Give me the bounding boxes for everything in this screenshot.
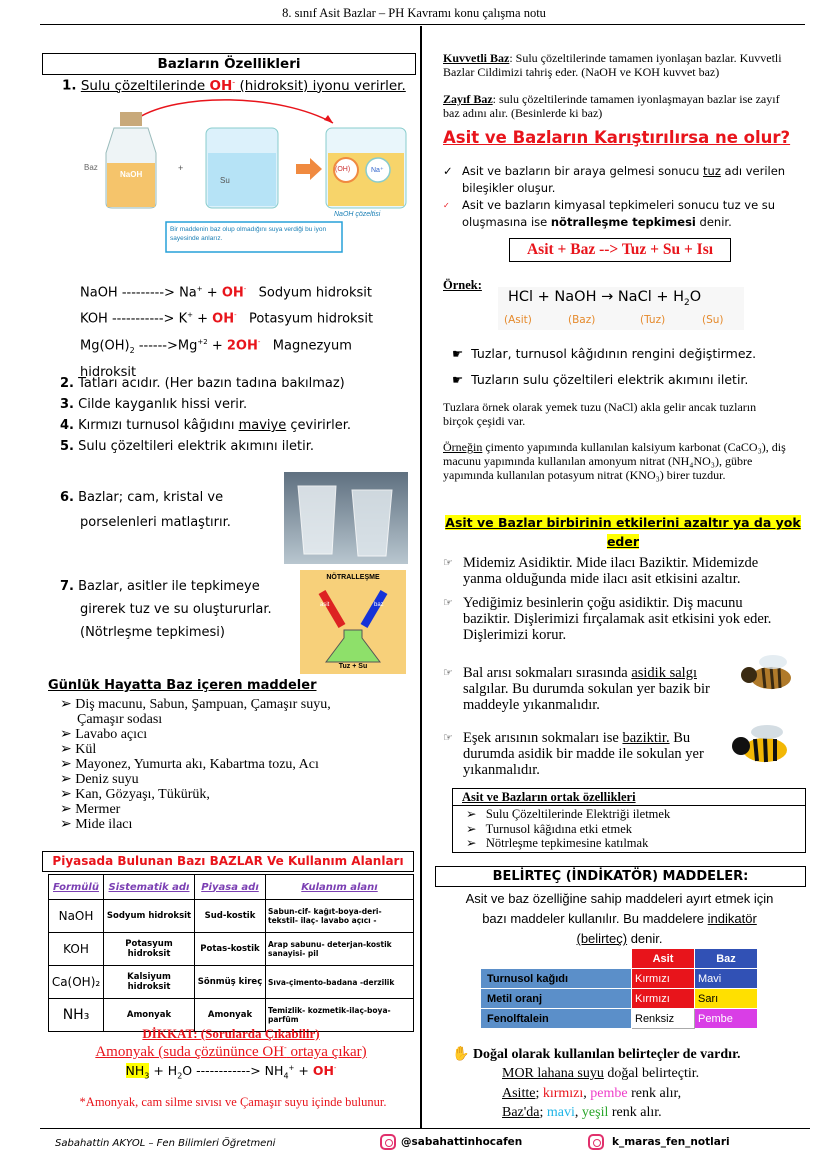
property-7: 7. Bazlar, asitler ile tepkimeye girerek tuz ve su oluştururlar. (Nötrleşme tepkimesi) [60, 579, 272, 640]
common-title: Asit ve Bazların ortak özellikleri [462, 790, 636, 804]
hand-icon: ✋ [452, 1047, 470, 1062]
instagram-icon [380, 1134, 396, 1150]
property-6: 6. Bazlar; cam, kristal ve porselenleri matlaştırır. [60, 490, 231, 530]
strong-base-def: Kuvvetli Baz: Sulu çözeltilerinde tamamen iyonlaşan bazlar. Kuvvetli Bazlar Cildimizi tahriş eder. (NaOH ve KOH kuvvet baz) [443, 51, 782, 79]
table-row: Turnusol kağıdı Kırmızı Mavi [481, 969, 758, 989]
natural-indicators-title: ✋ Doğal olarak kullanılan belirteçler de vardır. [452, 1047, 741, 1062]
indicator-text: Asit ve baz özelliğine sahip maddeleri ayırt etmek için bazı maddeler kullanılır. Bu maddelere indikatör (belirteç) denir. [465, 891, 774, 946]
indicator-title: BELİRTEÇ (İNDİKATÖR) MADDELER: [435, 866, 806, 887]
table-row: NaOH Sodyum hidroksit Sud-kostik Sabun-cif- kağıt-boya-deri-tekstil- ilaç- lavabo açıcı - [49, 900, 414, 933]
property-1: 1. Sulu çözeltilerinde OH- (hidroksit) iyonu verirler. [62, 77, 406, 94]
salt-example: Tuzlara örnek olarak yemek tuzu (NaCl) akla gelir ancak tuzların birçok çeşidi var. [443, 400, 757, 428]
indicator-table [480, 948, 758, 1029]
section-title-bazlar: Bazların Özellikleri [42, 53, 416, 75]
daily-list [60, 697, 415, 832]
reaction-box: Asit + Baz --> Tuz + Su + Isı [509, 238, 731, 262]
list-item: ☞ Midemiz Asidiktir. Mide ilacı Baziktir. Midemizde yanma olduğunda mide ilacı asit etkisini azaltır. [443, 555, 759, 587]
ion-equations: NaOH ---------> Na+ + OH- Sodyum hidroksit KOH -----------> K+ + OH- Potasyum hidroksit $Mg(OH)_2$ $------>Mg^{+2} + 2OH^-$ Magnezyum hidroksit [80, 278, 373, 384]
equation-naoh: NaOH ---------> Na+ + OH- Sodyum hidroksit [80, 285, 372, 301]
ornek-label: Örnek: [443, 278, 482, 292]
market-title: Piyasada Bulunan Bazı BAZLAR Ve Kullanım Alanları [42, 851, 414, 872]
page-header: 8. sınıf Asit Bazlar – PH Kavramı konu çalışma notu [282, 6, 546, 20]
list-item: ✓ Asit ve bazların kimyasal tepkimeleri sonucu tuz ve su oluşmasına ise nötralleşme tepkimesi denir. [443, 198, 776, 229]
salt-examples-detail: Örneğin çimento yapımında kullanılan kalsiyum karbonat (CaCO₃), diş macunu yapımında kullanılan amonyum nitrat (NH₄NO₃), gübre yapımında kullanılan potasyum nitrat (KNO₃) birer tuzdur. [443, 440, 786, 482]
mix-title: Asit ve Bazların Karıştırılırsa ne olur? [443, 128, 791, 147]
mix-list [443, 163, 793, 231]
table-header: Piyasa adı [195, 875, 266, 900]
list-item: ☞ Yediğimiz besinlerin çoğu asidiktir. Diş macunu baziktir. Dişlerimizi fırçalamak asit etkisini yok eder. Dişlerimizi korur. [443, 595, 772, 643]
natural-indicators: MOR lahana suyu doğal belirteçtir. Asitte; kırmızı, pembe renk alır, Baz'da; mavi, yeşil renk alır. [502, 1066, 700, 1120]
wasp-icon [727, 718, 795, 770]
table-header: Sistematik adı [104, 875, 195, 900]
effects-title: Asit ve Bazlar birbirinin etkilerini azaltır ya da yok eder [445, 515, 801, 549]
properties-list [60, 373, 351, 457]
pointing-hand-icon: ☞ [443, 667, 453, 679]
table-row: KOH Potasyum hidroksit Potas-kostik Arap sabunu- deterjan-kostik sanayisi- pil [49, 933, 414, 966]
table-header: Asit [632, 949, 695, 969]
salt-facts [452, 341, 756, 393]
list-item: ☛ Tuzların sulu çözeltileri elektrik akımını iletir. [452, 372, 749, 387]
dikkat-note: DİKKAT: (Sorularda Çıkabilir) [142, 1026, 320, 1041]
property-2: 2. Tatları acıdır. (Her bazın tadına bakılmaz) [60, 376, 345, 391]
list-item: ➢ Nötrleşme tepkimesine katılmak [466, 836, 649, 850]
instagram-handle-1[interactable]: @sabahattinhocafen [401, 1136, 523, 1148]
header-divider [40, 24, 805, 25]
pointing-hand-icon: ☛ [452, 372, 464, 387]
table-header: Baz [695, 949, 758, 969]
pointing-hand-icon: ☞ [443, 732, 453, 744]
equation-mgoh2: $Mg(OH)_2$ $------>Mg^{+2} + 2OH^-$ Magnezyum [80, 337, 352, 355]
list-item: ➢ Turnusol kâğıdına etki etmek [466, 821, 633, 836]
property-4: 4. Kırmızı turnusol kâğıdını maviye çevirirler. [60, 418, 352, 433]
amonyak-line: Amonyak (suda çözününce OH- ortaya çıkar) [95, 1043, 367, 1060]
list-item: Çamaşır sodası [77, 712, 163, 727]
table-row [481, 949, 758, 969]
footer-line [40, 1128, 810, 1129]
list-item: ➢ Mide ilacı [60, 817, 133, 832]
list-item: ➢ Kan, Gözyaşı, Tükürük, [60, 787, 210, 802]
list-item: ➢ Diş macunu, Sabun, Şampuan, Çamaşır suyu, [60, 697, 331, 712]
instagram-icon [588, 1134, 604, 1150]
ammonia-equation: $NH_3 + H_2O$ ------------> $NH_4^+ + OH^-$ [125, 1063, 337, 1081]
table-row: Fenolftalein Renksiz Pembe [481, 1009, 758, 1029]
pointing-hand-icon: ☞ [443, 597, 453, 609]
footer-author: Sabahattin AKYOL – Fen Bilimleri Öğretmeni [55, 1138, 276, 1149]
instagram-handle-2[interactable]: k_maras_fen_notlari [612, 1136, 730, 1148]
list-item: ➢ Mermer [60, 802, 121, 817]
property-5: 5. Sulu çözeltileri elektrik akımını iletir. [60, 439, 314, 454]
naoh-dissolution-figure: Baz NaOH + Su (OH) Na⁺ NaOH çözeltisi Bir maddenin baz olup olmadığını suya verdiği bu iyon sayesinde anlarız. [78, 98, 408, 258]
common-list [466, 807, 670, 851]
glass-photo [284, 472, 408, 564]
table-row: Ca(OH)₂ Kalsiyum hidroksit Sönmüş kireç Sıva-çimento-badana -derzilik [49, 966, 414, 999]
neutralization-figure: NÖTRALLEŞME asit baz Tuz + Su [300, 570, 406, 674]
list-item: ✓ Asit ve bazların bir araya gelmesi sonucu tuz adı verilen bileşikler oluşur. [443, 164, 786, 195]
list-item: ➢ Deniz suyu [60, 772, 139, 787]
bee-sting-item: ☞ Bal arısı sokmaları sırasında asidik salgı salgılar. Bu durumda sokulan yer bazik bir maddeyle yıkanmalıdır. [443, 665, 710, 713]
pointing-hand-icon: ☛ [452, 346, 464, 361]
property-3: 3. Cilde kayganlık hissi verir. [60, 397, 248, 412]
pointing-hand-icon: ☞ [443, 557, 453, 569]
check-icon: ✓ [443, 201, 450, 210]
table-row: Metil oranj Kırmızı Sarı [481, 989, 758, 1009]
table-row: NH₃ Amonyak Amonyak Temizlik- kozmetik-ilaç-boya-parfüm [49, 999, 414, 1032]
common-title-line [452, 805, 805, 806]
list-item: ➢ Kül [60, 742, 97, 757]
daily-title: Günlük Hayatta Baz içeren maddeler [48, 678, 317, 693]
check-icon: ✓ [443, 164, 453, 178]
example-reaction: HCl + NaOH → NaCl + $H_2O$ (Asit) (Baz) (Tuz) (Su) [498, 287, 744, 330]
table-header: Formülü [49, 875, 104, 900]
ammonia-note: *Amonyak, cam silme sıvısı ve Çamaşır suyu içinde bulunur. [79, 1095, 387, 1109]
weak-base-def: Zayıf Baz: sulu çözeltilerinde tamamen iyonlaşmayan bazlar ise zayıf baz adını alır. (Besinlerde ki baz) [443, 92, 780, 120]
bee-icon [735, 648, 799, 698]
list-item: ➢ Sulu Çözeltilerinde Elektriği iletmek [466, 807, 671, 821]
bases-usage-table [48, 874, 414, 1032]
table-header: Kulanım alanı [266, 875, 414, 900]
column-divider [420, 26, 422, 1128]
effects-list [443, 555, 793, 643]
list-item: ➢ Lavabo açıcı [60, 727, 148, 742]
list-item: ☛ Tuzlar, turnusol kâğıdının rengini değiştirmez. [452, 346, 757, 361]
list-item: ➢ Mayonez, Yumurta akı, Kabartma tozu, Acı [60, 757, 319, 772]
equation-koh: KOH -----------> K+ + OH- Potasyum hidroksit [80, 311, 374, 327]
wasp-sting-item: ☞ Eşek arısının sokmaları ise baziktir. Bu durumda asidik bir madde ile sokulan yer yıkanmalıdır. [443, 730, 704, 778]
